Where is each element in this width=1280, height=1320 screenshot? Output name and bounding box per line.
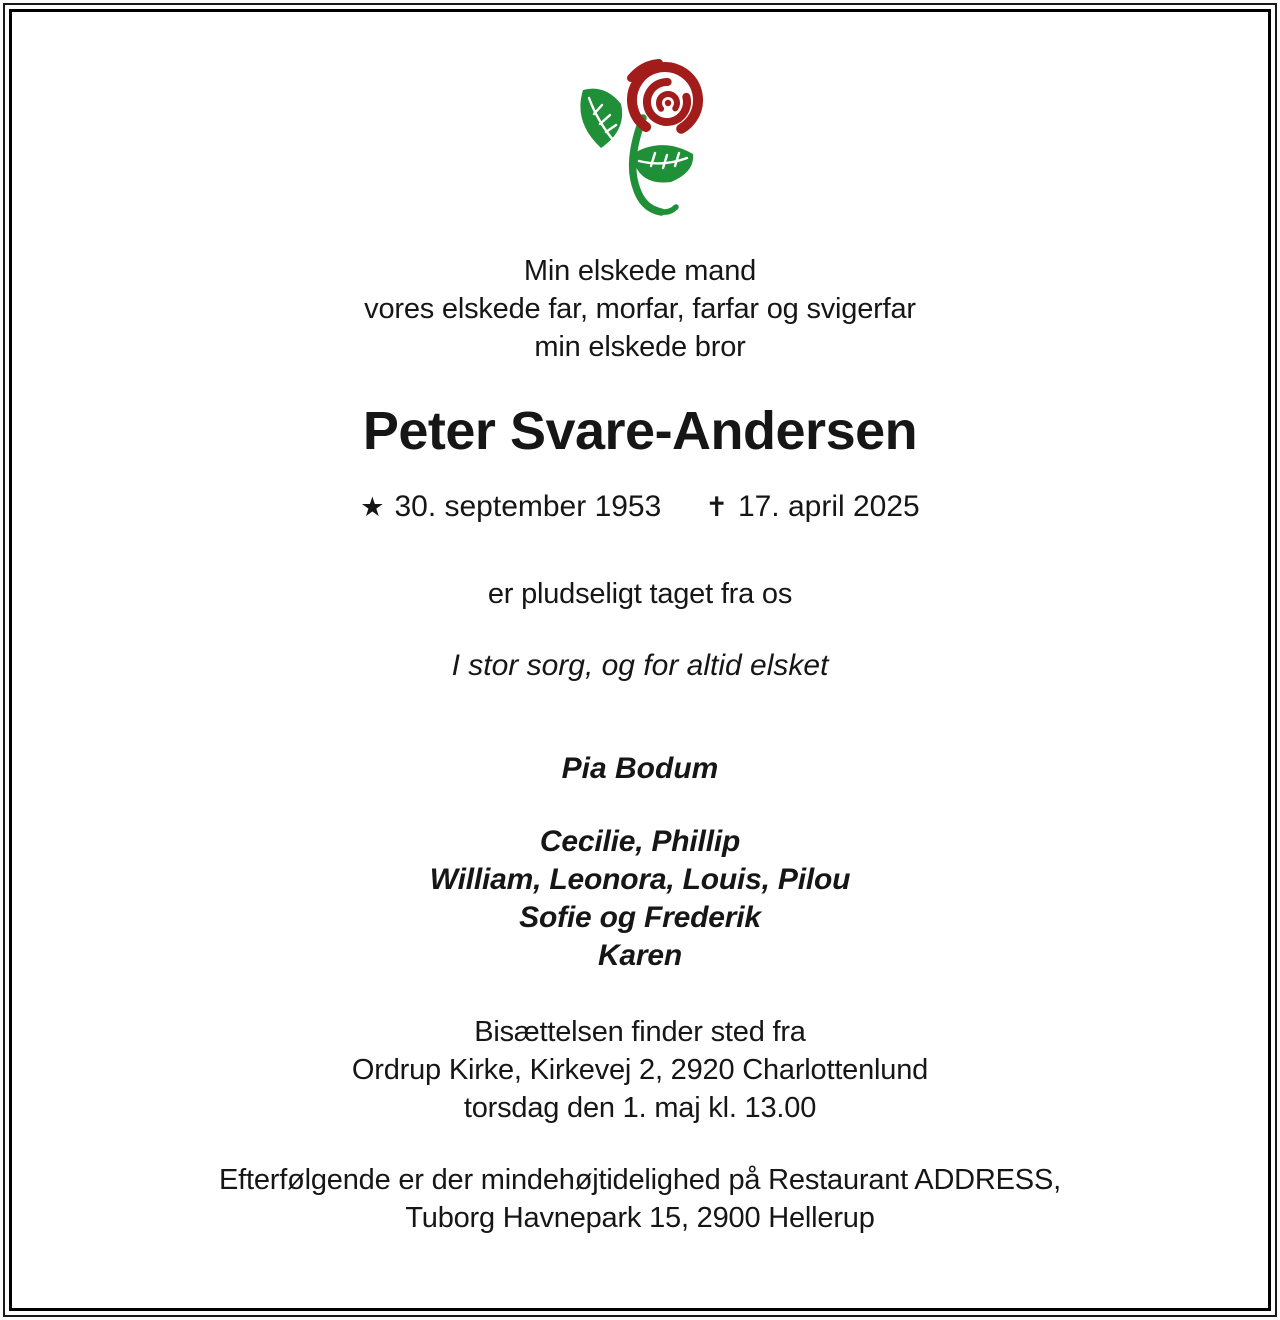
ceremony-lines bbox=[352, 1013, 928, 1127]
life-dates bbox=[360, 484, 920, 531]
reception-lines bbox=[219, 1161, 1061, 1237]
rose-left-leaf bbox=[580, 89, 622, 148]
birth-date bbox=[360, 484, 661, 531]
birth-date-text: 30. september 1953 bbox=[394, 490, 662, 523]
ceremony-line: torsdag den 1. maj kl. 13.00 bbox=[463, 1092, 817, 1124]
intro-line: Min elskede mand bbox=[523, 255, 757, 287]
ceremony-line: Ordrup Kirke, Kirkevej 2, 2920 Charlottenlund bbox=[351, 1054, 929, 1086]
deceased-name: Peter Svare-Andersen bbox=[362, 401, 918, 461]
sorrow-line: I stor sorg, og for altid elsket bbox=[451, 649, 829, 682]
family-line: William, Leonora, Louis, Pilou bbox=[429, 863, 851, 896]
cross-icon: ✝ bbox=[705, 492, 728, 523]
rose-bloom bbox=[619, 58, 706, 146]
rose-icon bbox=[574, 58, 706, 216]
passing-line: er pludseligt taget fra os bbox=[487, 578, 793, 610]
spouse-name: Pia Bodum bbox=[561, 752, 719, 785]
reception-line: Tuborg Havnepark 15, 2900 Hellerup bbox=[405, 1202, 875, 1234]
death-date bbox=[705, 484, 919, 531]
intro-lines bbox=[364, 252, 916, 366]
notice-inner-frame bbox=[9, 9, 1271, 1311]
family-line: Cecilie, Phillip bbox=[539, 825, 741, 858]
death-date-text: 17. april 2025 bbox=[737, 490, 920, 523]
family-lines bbox=[430, 823, 850, 975]
ceremony-line: Bisættelsen finder sted fra bbox=[474, 1016, 806, 1048]
obituary-notice bbox=[12, 12, 1268, 1308]
intro-line: min elskede bror bbox=[534, 331, 746, 363]
family-line: Karen bbox=[597, 939, 683, 972]
star-icon: ★ bbox=[360, 492, 385, 523]
reception-line: Efterfølgende er der mindehøjtidelighed på Restaurant ADDRESS, bbox=[219, 1164, 1061, 1196]
intro-line: vores elskede far, morfar, farfar og svigerfar bbox=[364, 293, 916, 325]
rose-right-leaf bbox=[633, 145, 693, 182]
notice-outer-frame bbox=[3, 3, 1277, 1317]
family-line: Sofie og Frederik bbox=[519, 901, 761, 934]
